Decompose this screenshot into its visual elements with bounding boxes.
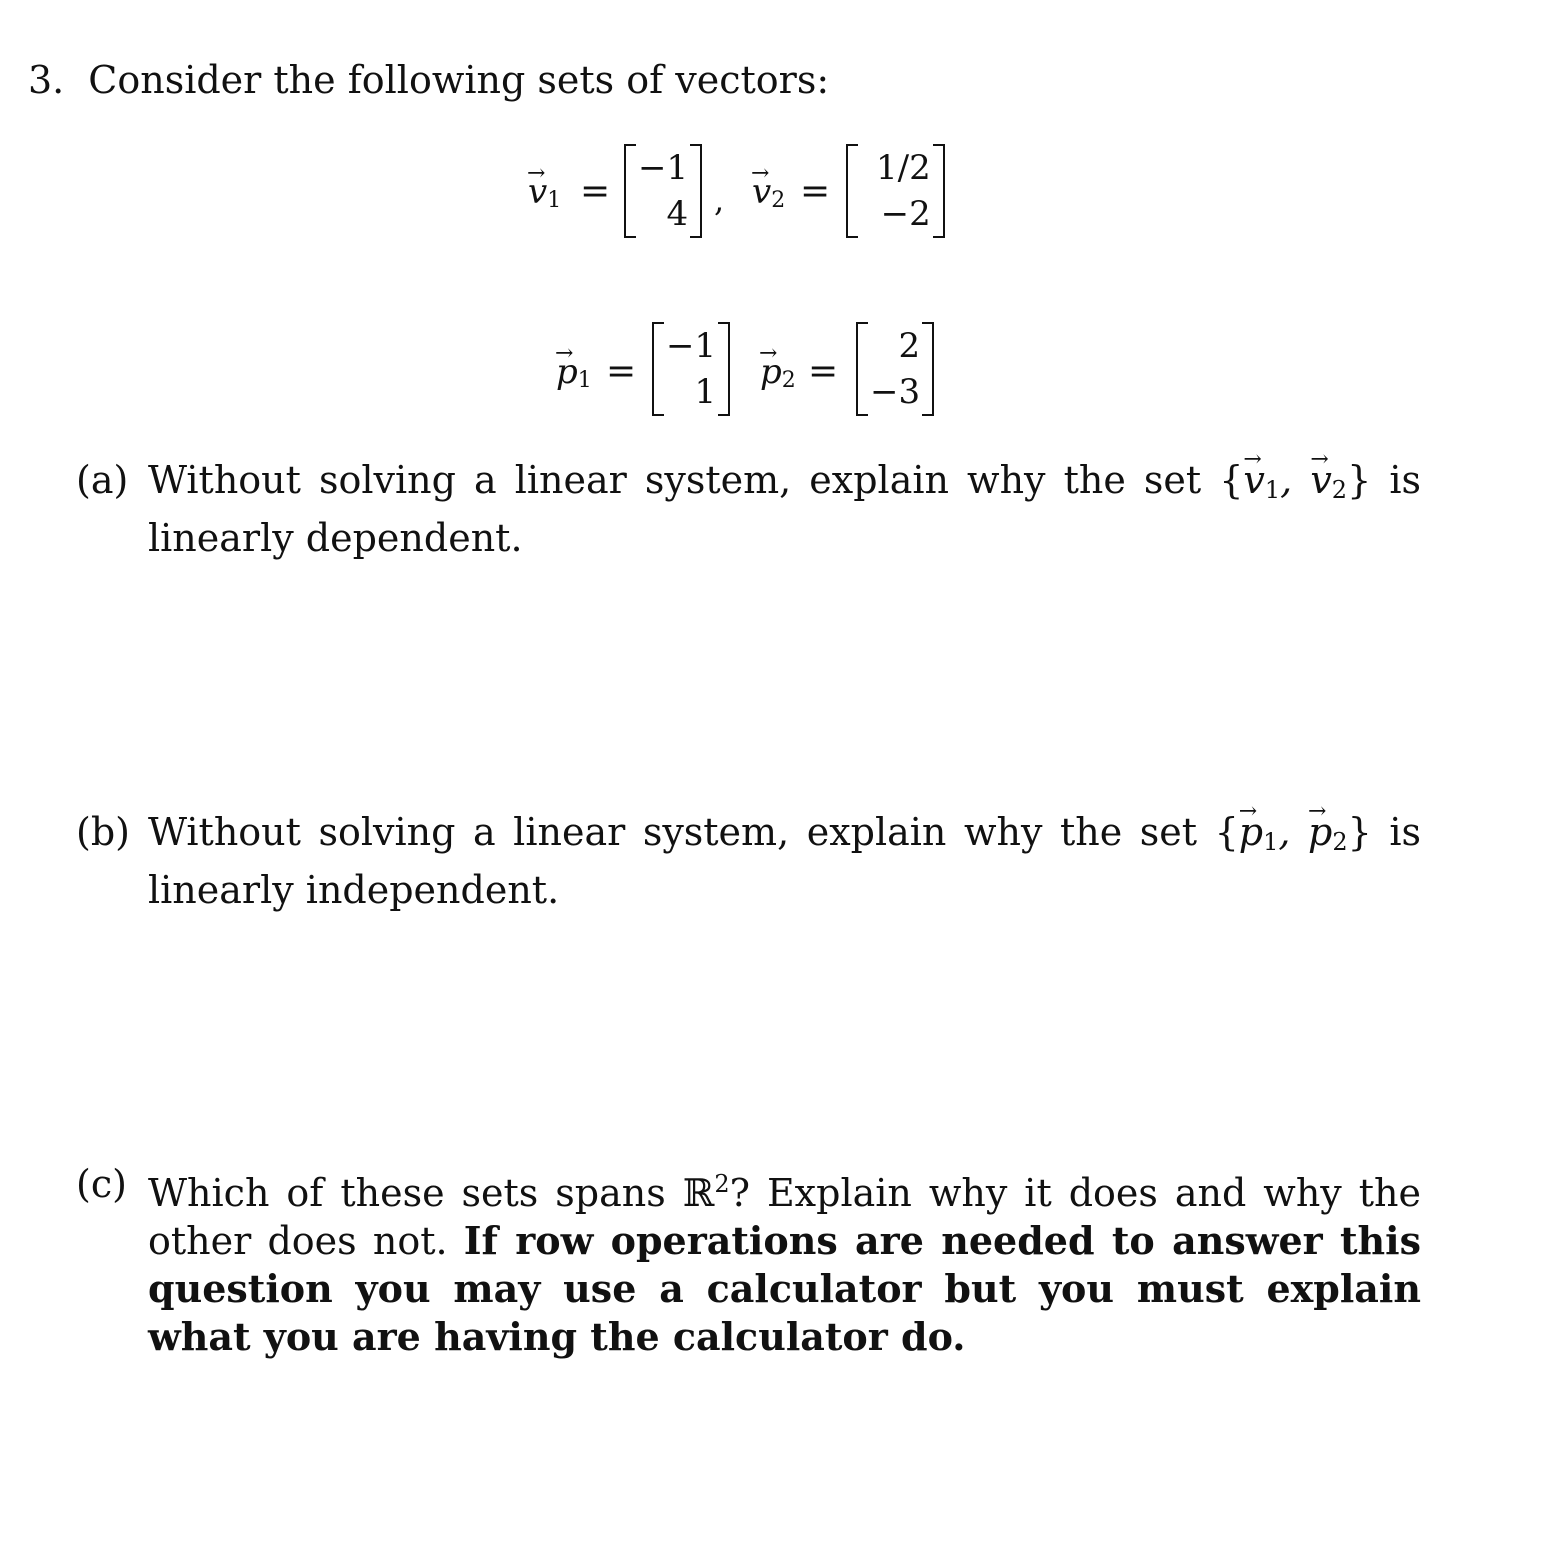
vector-separator: , — [714, 181, 725, 219]
part-c-text: Which of these sets spans ℝ$^2$? Explain why it does and why the other does not. If row operations are needed to answer this question you may use a calculator but you must explain what you are having the calculator do. — [148, 1170, 1421, 1359]
v2-equals: = — [800, 171, 831, 212]
v1-symbol: → $v_1$ — [528, 172, 561, 221]
v2-entry-1: 1/2 — [876, 148, 931, 188]
p1-entry-1: −1 — [666, 326, 717, 366]
p2-entry-1: 2 — [898, 326, 921, 366]
v1-equals: = — [580, 171, 611, 212]
part-a — [76, 456, 1421, 562]
problem-intro: Consider the following sets of vectors: — [88, 58, 830, 102]
p1-entry-2: 1 — [694, 372, 717, 412]
v2-matrix — [846, 144, 945, 238]
calculator-instruction: If row operations are needed to answer this question you may use a calculator but you must explain what you are having the calculator do. — [148, 1218, 1421, 1359]
part-c-label: (c) — [76, 1162, 127, 1206]
part-b-label: (b) — [76, 810, 130, 854]
p2-symbol: → $p_2$ — [760, 352, 796, 401]
p2-equals: = — [808, 351, 839, 392]
part-b-text: Without solving a linear system, explain why the set {→ $p_1$, → $p_2$} is linearly independent. — [148, 808, 1421, 914]
v1-matrix — [624, 144, 702, 238]
part-a-label: (a) — [76, 458, 129, 502]
problem-heading — [28, 56, 829, 104]
v1-entry-1: −1 — [638, 148, 689, 188]
r2-symbol: ℝ$^2$ — [682, 1170, 730, 1215]
part-a-text: Without solving a linear system, explain why the set {→ $v_1$, → $v_2$} is linearly dependent. — [148, 456, 1421, 562]
p1-equals: = — [606, 351, 637, 392]
p1-symbol: → $p_1$ — [556, 352, 592, 401]
v2-symbol: → $v_2$ — [752, 172, 785, 221]
problem-number: 3. — [28, 58, 65, 102]
p2-matrix — [856, 322, 934, 416]
part-b — [76, 808, 1421, 914]
v1-entry-2: 4 — [666, 194, 689, 234]
v2-entry-2: −2 — [880, 194, 931, 234]
part-c — [76, 1160, 1421, 1361]
p1-matrix — [652, 322, 730, 416]
p2-entry-2: −3 — [870, 372, 921, 412]
